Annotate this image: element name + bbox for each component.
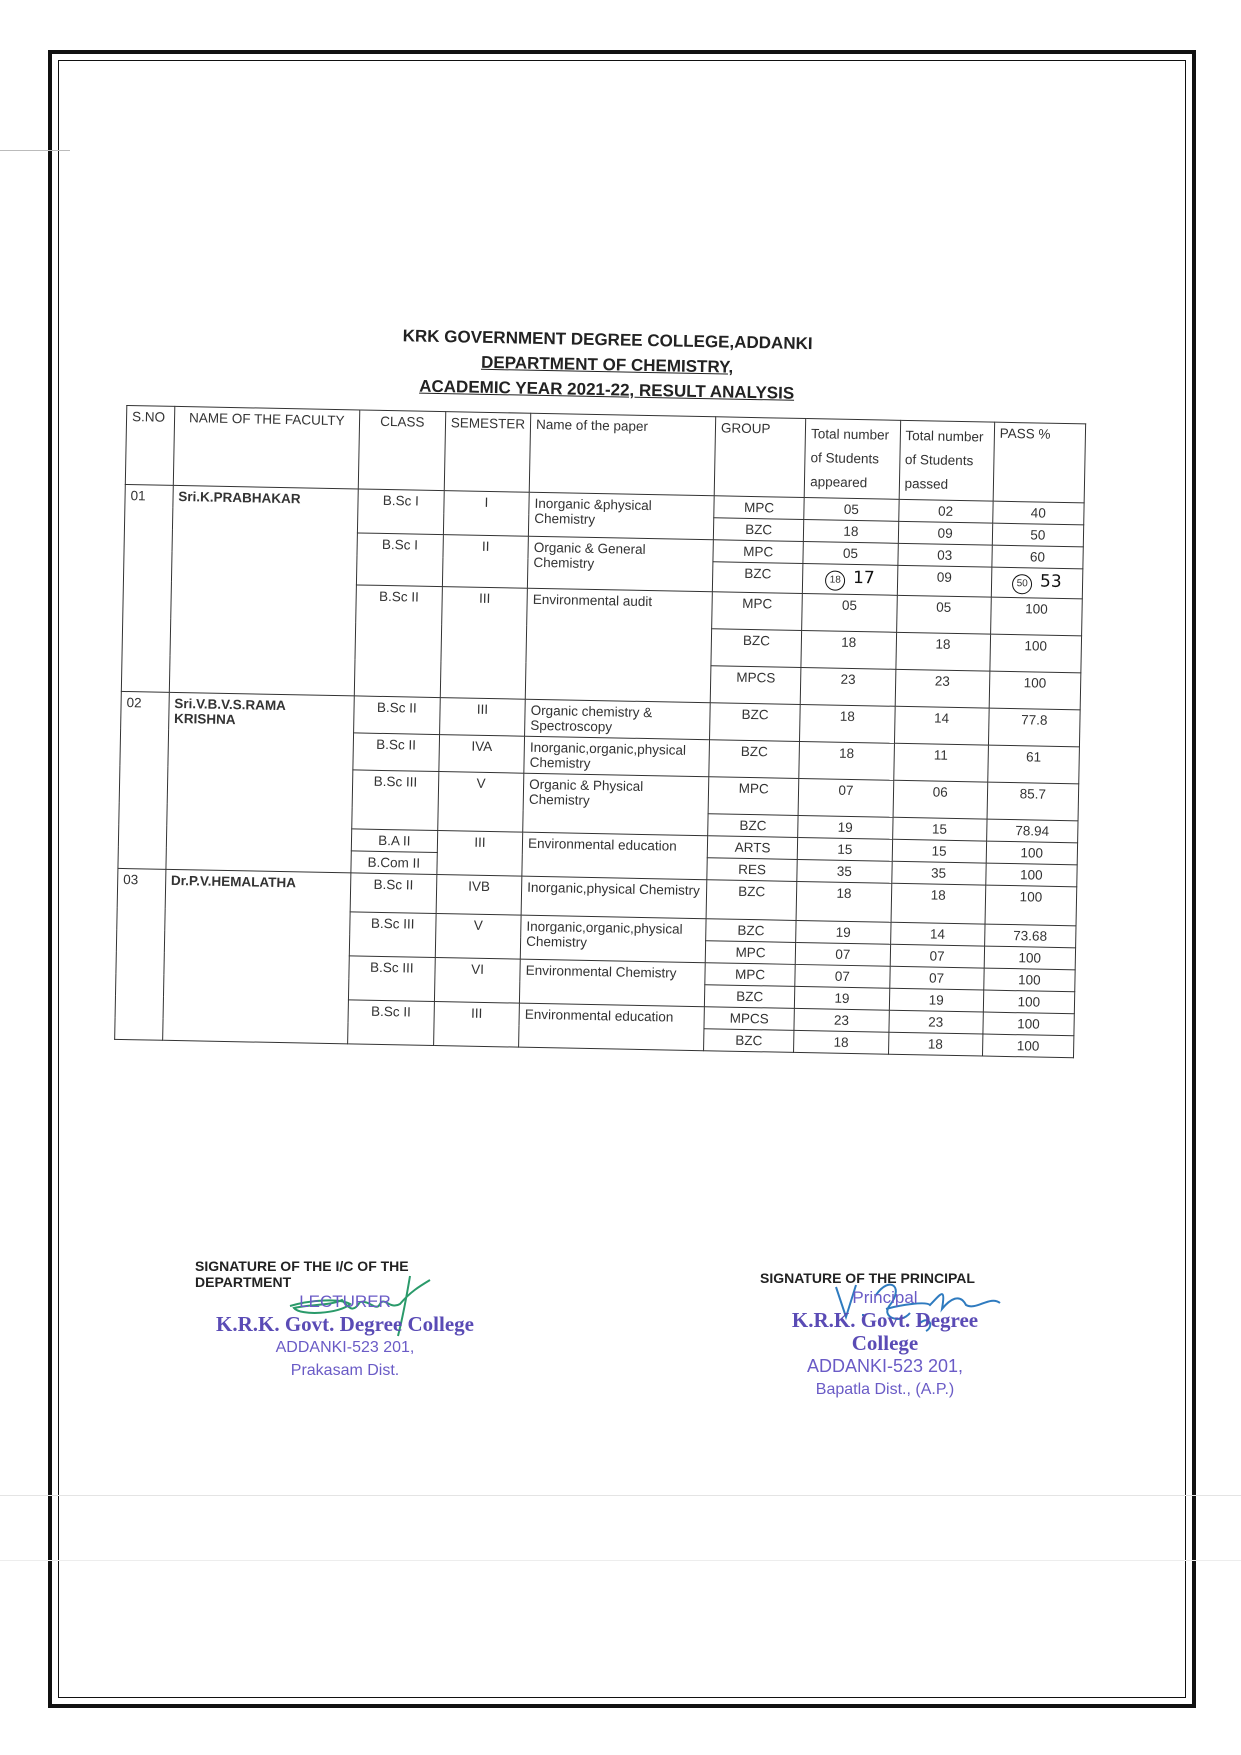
cell-passed: 11: [893, 743, 988, 782]
cell-pass-percent: [991, 567, 1083, 599]
cell-class: B.Sc II: [353, 733, 440, 772]
cell-passed: 14: [890, 922, 985, 946]
cell-group: BZC: [704, 1029, 795, 1053]
cell-class: B.Sc I: [357, 489, 444, 535]
cell-appeared: 07: [795, 964, 890, 988]
cell-pass-percent: 77.8: [988, 708, 1080, 747]
result-table: [114, 405, 1086, 1058]
cell-group: MPC: [705, 963, 796, 987]
cell-pass-percent: 100: [983, 990, 1075, 1014]
stamp-line: K.R.K. Govt. Degree College: [791, 1308, 979, 1355]
cell-group: BZC: [712, 562, 803, 594]
col-header: SEMESTER: [444, 412, 531, 493]
col-header: NAME OF THE FACULTY: [173, 406, 359, 489]
cell-appeared: 19: [795, 986, 890, 1010]
cell-semester: III: [439, 698, 525, 737]
cell-passed: 23: [888, 1010, 983, 1034]
cell-appeared: 05: [802, 593, 897, 632]
cell-semester: III: [440, 587, 527, 700]
col-header: PASS %: [993, 422, 1086, 503]
handwritten-correction: 17: [852, 567, 875, 589]
cell-appeared: 07: [795, 942, 890, 966]
cell-pass-percent: 100: [983, 1012, 1075, 1036]
col-header: Total number of Students passed: [899, 420, 995, 501]
cell-paper: Inorganic,organic,physical Chemistry: [520, 915, 706, 963]
stamp-line: Bapatla Dist., (A.P.): [815, 1381, 955, 1398]
cell-pass-percent: 100: [985, 863, 1077, 887]
scan-line: [0, 1495, 1241, 1496]
cell-appeared: 18: [804, 520, 899, 544]
cell-appeared: 15: [797, 837, 892, 861]
cell-appeared: 23: [800, 667, 895, 706]
cell-appeared: 18: [799, 741, 894, 780]
cell-group: BZC: [704, 985, 795, 1009]
cell-passed: 18: [888, 1032, 983, 1056]
cell-appeared: 23: [794, 1008, 889, 1032]
cell-passed: 05: [896, 595, 991, 634]
cell-group: BZC: [713, 518, 804, 542]
cell-group: MPC: [708, 777, 799, 816]
document-body: [114, 318, 1088, 1058]
cell-passed: 09: [897, 565, 992, 597]
cell-faculty: Sri.K.PRABHAKAR: [169, 485, 358, 696]
cell-appeared: 19: [798, 815, 893, 839]
cell-class: B.Sc I: [356, 533, 443, 587]
cell-pass-percent: 73.68: [984, 924, 1076, 948]
cell-appeared: 18: [800, 704, 895, 743]
stamp-line: ADDANKI-523 201,: [806, 1356, 964, 1376]
cell-group: MPCS: [710, 666, 801, 705]
cell-group: MPC: [705, 941, 796, 965]
cell-semester: I: [443, 491, 529, 537]
cell-paper: Inorganic,organic,physical Chemistry: [524, 736, 710, 777]
cell-paper: Inorganic &physical Chemistry: [528, 492, 714, 540]
cell-appeared: 05: [803, 542, 898, 566]
stamp-line: ADDANKI-523 201,: [275, 1339, 415, 1356]
cell-pass-percent: 100: [986, 841, 1078, 865]
cell-semester: VI: [434, 958, 520, 1004]
cell-pass-percent: 85.7: [987, 782, 1079, 821]
cell-group: BZC: [706, 880, 797, 921]
cell-group: MPC: [713, 540, 804, 564]
col-header: S.NO: [125, 405, 174, 485]
cell-group: MPCS: [704, 1007, 795, 1031]
cell-appeared: 18: [796, 881, 891, 922]
cell-appeared: 07: [798, 778, 893, 817]
col-header: Total number of Students appeared: [804, 419, 900, 500]
cell-class: B.Sc III: [351, 770, 438, 831]
handwritten-correction: 53: [1039, 571, 1062, 592]
cell-class: B.Sc II: [353, 696, 440, 735]
signature-block-right: [760, 1270, 1010, 1401]
cell-pass-percent: 100: [982, 1034, 1074, 1058]
stamp-line: LECTURER: [299, 1292, 391, 1311]
cell-semester: V: [435, 914, 521, 960]
cell-class: B.Sc II: [354, 585, 442, 698]
department-name: DEPARTMENT OF CHEMISTRY,: [480, 352, 734, 377]
cell-pass-percent: 40: [992, 501, 1084, 525]
signature-title-right: SIGNATURE OF THE PRINCIPAL: [760, 1270, 975, 1286]
cell-class: B.Sc III: [348, 956, 435, 1002]
cell-appeared: 19: [796, 920, 891, 944]
cell-appeared: 35: [797, 859, 892, 883]
cell-sno: 03: [115, 868, 166, 1040]
cell-passed: 15: [892, 817, 987, 841]
cell-group: BZC: [708, 814, 799, 838]
cell-passed: 18: [891, 883, 986, 924]
cell-paper: Environmental education: [519, 1003, 705, 1051]
cell-group: MPC: [714, 496, 805, 520]
cell-pass-percent: 100: [984, 946, 1076, 970]
cell-sno: 02: [118, 691, 169, 869]
cell-group: RES: [707, 858, 798, 882]
cell-pass-percent: 60: [992, 545, 1084, 569]
cell-paper: Environmental Chemistry: [520, 959, 706, 1007]
cell-paper: Environmental education: [522, 832, 708, 880]
signature-title-left: SIGNATURE OF THE I/C OF THE DEPARTMENT: [195, 1258, 409, 1290]
cell-passed: 07: [889, 966, 984, 990]
college-name: KRK GOVERNMENT DEGREE COLLEGE,ADDANKI: [402, 326, 813, 354]
cell-paper: Inorganic,physical Chemistry: [521, 876, 707, 919]
col-header: Name of the paper: [529, 413, 715, 496]
cell-passed: 02: [898, 499, 993, 523]
stamp-left: [195, 1290, 495, 1382]
cell-pass-percent: 50: [992, 523, 1084, 547]
cell-class: B.Sc III: [349, 912, 436, 958]
cell-faculty: Sri.V.B.V.S.RAMA KRISHNA: [166, 692, 354, 873]
year-title: ACADEMIC YEAR 2021-22, RESULT ANALYSIS: [419, 376, 795, 403]
stamp-right: [760, 1286, 1010, 1401]
cell-passed: 07: [890, 944, 985, 968]
cell-class: B.A II: [351, 829, 438, 853]
circled-struck-value: 50: [1012, 574, 1032, 594]
cell-paper: Organic & Physical Chemistry: [523, 773, 709, 836]
cell-passed: 06: [893, 780, 988, 819]
stamp-line: Principal: [852, 1288, 918, 1307]
cell-faculty: Dr.P.V.HEMALATHA: [162, 869, 350, 1044]
cell-passed: 15: [892, 839, 987, 863]
cell-pass-percent: 100: [990, 634, 1082, 673]
cell-passed: 09: [898, 521, 993, 545]
cell-pass-percent: 100: [989, 671, 1081, 710]
cell-group: ARTS: [707, 836, 798, 860]
cell-class: B.Sc II: [347, 1000, 434, 1046]
cell-group: BZC: [711, 629, 802, 668]
cell-pass-percent: 78.94: [986, 819, 1078, 843]
cell-paper: Organic & General Chemistry: [527, 536, 713, 592]
cell-appeared: 18: [801, 630, 896, 669]
cell-semester: V: [438, 772, 524, 833]
cell-passed: 23: [895, 669, 990, 708]
cell-passed: 03: [897, 543, 992, 567]
cell-semester: IVB: [436, 875, 522, 916]
cell-class: B.Sc II: [350, 873, 437, 914]
cell-semester: III: [433, 1002, 519, 1048]
cell-passed: 19: [889, 988, 984, 1012]
cell-semester: IVA: [439, 735, 525, 774]
col-header: GROUP: [714, 417, 806, 498]
cell-paper: Organic chemistry & Spectroscopy: [525, 699, 711, 740]
cell-class: B.Com II: [351, 851, 438, 875]
cell-pass-percent: 100: [985, 885, 1077, 926]
cell-passed: 14: [894, 706, 989, 745]
cell-group: MPC: [712, 592, 803, 631]
cell-semester: II: [442, 535, 528, 589]
scan-mark: [0, 150, 70, 151]
cell-group: BZC: [706, 919, 797, 943]
circled-struck-value: 18: [825, 570, 845, 590]
cell-pass-percent: 100: [983, 968, 1075, 992]
cell-appeared: [803, 564, 898, 596]
cell-pass-percent: 100: [990, 597, 1082, 636]
col-header: CLASS: [358, 410, 446, 491]
cell-appeared: 18: [794, 1030, 889, 1054]
stamp-line: Prakasam Dist.: [290, 1362, 400, 1379]
cell-semester: III: [437, 831, 523, 877]
signature-block-left: [195, 1258, 495, 1382]
cell-appeared: 05: [804, 498, 899, 522]
cell-passed: 35: [891, 861, 986, 885]
cell-passed: 18: [895, 632, 990, 671]
stamp-line: K.R.K. Govt. Degree College: [216, 1312, 474, 1336]
cell-paper: Environmental audit: [525, 588, 712, 703]
scan-line: [0, 1560, 1241, 1561]
cell-group: BZC: [709, 740, 800, 779]
cell-sno: 01: [121, 484, 173, 692]
cell-group: BZC: [710, 703, 801, 742]
cell-pass-percent: 61: [987, 745, 1079, 784]
